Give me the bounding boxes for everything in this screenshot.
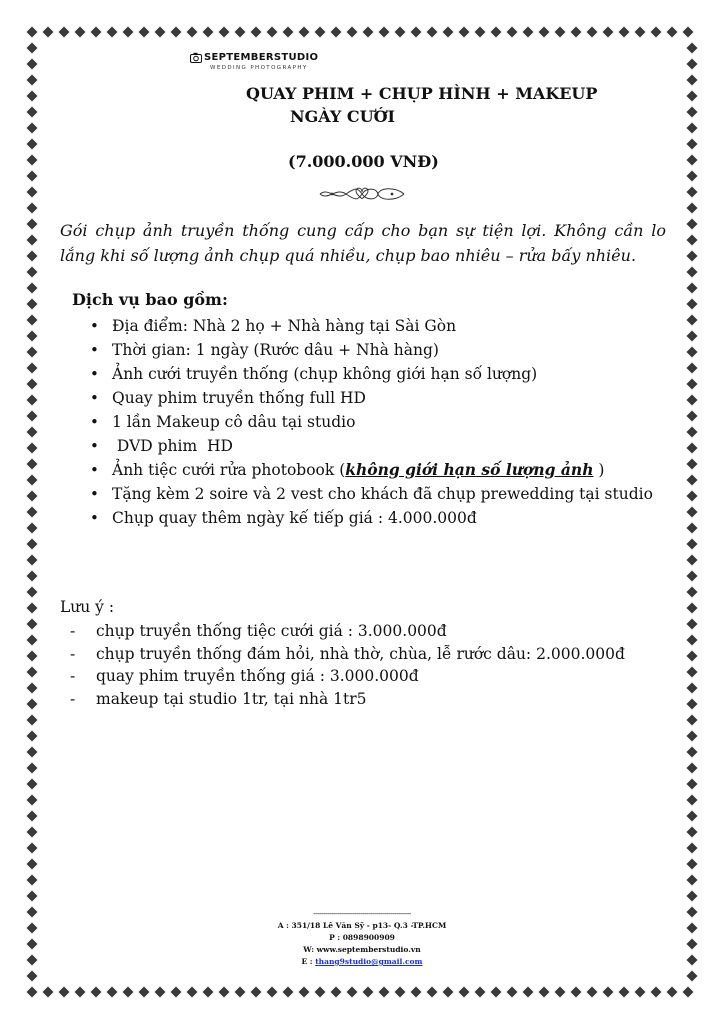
note-item: - makeup tại studio 1tr, tại nhà 1tr5 — [66, 688, 666, 711]
border-diamond — [75, 987, 86, 998]
border-diamond — [27, 907, 38, 918]
border-diamond — [523, 987, 534, 998]
border-diamond — [687, 651, 698, 662]
border-diamond — [27, 171, 38, 182]
border-diamond — [27, 507, 38, 518]
border-diamond — [27, 523, 38, 534]
services-heading: Dịch vụ bao gồm: — [72, 290, 228, 309]
border-diamond — [27, 731, 38, 742]
logo-subtitle: WEDDING PHOTOGRAPHY — [210, 65, 308, 71]
border-diamond — [687, 43, 698, 54]
border-diamond — [411, 27, 422, 38]
border-diamond — [687, 491, 698, 502]
note-item: - quay phim truyền thống giá : 3.000.000đ — [66, 665, 666, 688]
photobook-prefix: Ảnh tiệc cưới rửa photobook ( — [112, 461, 346, 479]
border-diamond — [687, 971, 698, 982]
package-price: (7.000.000 VNĐ) — [288, 152, 439, 171]
border-diamond — [27, 395, 38, 406]
border-diamond — [687, 747, 698, 758]
border-diamond — [27, 763, 38, 774]
border-diamond — [687, 331, 698, 342]
border-diamond — [27, 875, 38, 886]
border-diamond — [27, 603, 38, 614]
border-diamond — [619, 987, 630, 998]
border-diamond — [443, 27, 454, 38]
border-diamond — [27, 923, 38, 934]
ornament-divider-icon — [318, 185, 406, 203]
border-diamond — [27, 315, 38, 326]
border-diamond — [379, 27, 390, 38]
border-diamond — [59, 27, 70, 38]
border-diamond — [667, 987, 678, 998]
border-diamond — [251, 987, 262, 998]
border-diamond — [27, 891, 38, 902]
border-diamond — [687, 923, 698, 934]
border-diamond — [379, 987, 390, 998]
border-diamond — [363, 987, 374, 998]
border-diamond — [687, 843, 698, 854]
border-diamond — [687, 619, 698, 630]
border-diamond — [27, 91, 38, 102]
border-diamond — [27, 619, 38, 630]
border-diamond — [27, 747, 38, 758]
border-diamond — [603, 27, 614, 38]
list-item: • 1 lần Makeup cô dâu tại studio — [88, 410, 666, 434]
border-diamond — [687, 315, 698, 326]
border-diamond — [459, 27, 470, 38]
border-diamond — [687, 891, 698, 902]
border-diamond — [687, 171, 698, 182]
border-diamond — [315, 987, 326, 998]
border-diamond — [235, 987, 246, 998]
list-item: • Quay phim truyền thống full HD — [88, 386, 666, 410]
border-diamond — [299, 27, 310, 38]
border-diamond — [555, 27, 566, 38]
border-diamond — [27, 267, 38, 278]
border-diamond — [27, 683, 38, 694]
border-diamond — [27, 203, 38, 214]
border-diamond — [139, 987, 150, 998]
border-diamond — [683, 987, 694, 998]
border-diamond — [91, 27, 102, 38]
list-item: • Địa điểm: Nhà 2 họ + Nhà hàng tại Sài Gòn — [88, 314, 666, 338]
border-diamond — [43, 987, 54, 998]
border-diamond — [27, 459, 38, 470]
border-diamond — [687, 203, 698, 214]
notes-list — [66, 620, 666, 710]
border-diamond — [27, 859, 38, 870]
border-diamond — [27, 795, 38, 806]
border-diamond — [123, 27, 134, 38]
notes-heading: Lưu ý : — [60, 598, 115, 616]
border-diamond — [687, 219, 698, 230]
border-diamond — [27, 811, 38, 822]
border-diamond — [27, 59, 38, 70]
border-diamond — [687, 347, 698, 358]
border-diamond — [75, 27, 86, 38]
border-diamond — [27, 779, 38, 790]
page-title-line1: QUAY PHIM + CHỤP HÌNH + MAKEUP — [246, 84, 598, 103]
border-diamond — [27, 107, 38, 118]
border-diamond — [603, 987, 614, 998]
border-diamond — [27, 347, 38, 358]
border-diamond — [155, 27, 166, 38]
border-diamond — [27, 411, 38, 422]
border-diamond — [571, 27, 582, 38]
border-diamond — [687, 699, 698, 710]
border-diamond — [27, 651, 38, 662]
border-diamond — [123, 987, 134, 998]
border-diamond — [475, 987, 486, 998]
border-diamond — [651, 987, 662, 998]
border-diamond — [687, 827, 698, 838]
border-diamond — [27, 491, 38, 502]
border-diamond — [687, 507, 698, 518]
note-item: - chụp truyền thống tiệc cưới giá : 3.000.000đ — [66, 620, 666, 643]
border-diamond — [27, 251, 38, 262]
border-diamond — [171, 987, 182, 998]
border-diamond — [315, 27, 326, 38]
border-diamond — [687, 459, 698, 470]
border-diamond — [27, 235, 38, 246]
border-diamond — [507, 987, 518, 998]
footer-website: W: www.septemberstudio.vn — [303, 945, 421, 954]
contact-footer — [262, 908, 462, 968]
border-diamond — [251, 27, 262, 38]
border-diamond — [91, 987, 102, 998]
border-diamond — [27, 363, 38, 374]
border-diamond — [427, 27, 438, 38]
border-diamond — [27, 187, 38, 198]
border-diamond — [687, 875, 698, 886]
border-diamond — [687, 779, 698, 790]
border-diamond — [331, 27, 342, 38]
list-item: • Ảnh cưới truyền thống (chụp không giới hạn số lượng) — [88, 362, 666, 386]
border-diamond — [27, 827, 38, 838]
border-diamond — [27, 667, 38, 678]
border-diamond — [539, 27, 550, 38]
border-diamond — [687, 539, 698, 550]
border-diamond — [635, 987, 646, 998]
border-diamond — [687, 363, 698, 374]
list-item: • Chụp quay thêm ngày kế tiếp giá : 4.000.000đ — [88, 506, 666, 530]
footer-address: A : 351/18 Lê Văn Sỹ - p13- Q.3 -TP.HCM — [277, 921, 447, 930]
border-diamond — [687, 811, 698, 822]
border-diamond — [587, 987, 598, 998]
studio-logo — [190, 50, 322, 74]
intro-paragraph: Gói chụp ảnh truyền thống cung cấp cho bạn sự tiện lợi. Không cần lo lắng khi số lượng ảnh chụp quá nhiều, chụp bao nhiêu – rửa bấy nhiêu. — [60, 221, 666, 265]
list-item: • Thời gian: 1 ngày (Rước dâu + Nhà hàng) — [88, 338, 666, 362]
border-diamond — [587, 27, 598, 38]
page-title-line2: NGÀY CƯỚI — [290, 107, 396, 126]
border-diamond — [43, 27, 54, 38]
border-diamond — [539, 987, 550, 998]
border-diamond — [187, 987, 198, 998]
border-diamond — [687, 635, 698, 646]
border-diamond — [687, 571, 698, 582]
border-diamond — [687, 587, 698, 598]
border-diamond — [687, 75, 698, 86]
border-diamond — [687, 411, 698, 422]
border-diamond — [299, 987, 310, 998]
border-diamond — [687, 795, 698, 806]
border-diamond — [687, 251, 698, 262]
border-diamond — [27, 539, 38, 550]
border-diamond — [687, 731, 698, 742]
border-diamond — [687, 667, 698, 678]
footer-phone: P : 0898900909 — [329, 933, 395, 942]
border-diamond — [475, 27, 486, 38]
border-diamond — [427, 987, 438, 998]
border-diamond — [619, 27, 630, 38]
border-diamond — [27, 219, 38, 230]
border-diamond — [219, 27, 230, 38]
border-diamond — [267, 987, 278, 998]
border-diamond — [27, 635, 38, 646]
border-diamond — [687, 299, 698, 310]
camera-icon — [190, 52, 202, 64]
border-diamond — [27, 379, 38, 390]
footer-email-label: E : — [301, 957, 316, 966]
border-diamond — [27, 299, 38, 310]
footer-separator: ------------------------------------------------ — [313, 909, 411, 918]
border-diamond — [139, 27, 150, 38]
border-diamond — [107, 27, 118, 38]
border-diamond — [687, 59, 698, 70]
photobook-highlight: không giới hạn số lượng ảnh — [345, 460, 594, 479]
border-diamond — [267, 27, 278, 38]
border-diamond — [555, 987, 566, 998]
border-diamond — [363, 27, 374, 38]
border-diamond — [59, 987, 70, 998]
border-diamond — [27, 939, 38, 950]
border-diamond — [203, 987, 214, 998]
border-diamond — [395, 987, 406, 998]
border-diamond — [687, 859, 698, 870]
border-diamond — [27, 587, 38, 598]
border-diamond — [687, 907, 698, 918]
border-diamond — [687, 715, 698, 726]
border-diamond — [27, 443, 38, 454]
border-diamond — [683, 27, 694, 38]
border-diamond — [687, 763, 698, 774]
border-diamond — [283, 987, 294, 998]
border-diamond — [347, 27, 358, 38]
border-diamond — [27, 43, 38, 54]
border-diamond — [687, 187, 698, 198]
border-diamond — [687, 427, 698, 438]
border-diamond — [523, 27, 534, 38]
border-diamond — [687, 267, 698, 278]
border-diamond — [687, 683, 698, 694]
border-diamond — [107, 987, 118, 998]
border-diamond — [27, 427, 38, 438]
border-diamond — [27, 843, 38, 854]
border-diamond — [687, 555, 698, 566]
border-diamond — [27, 75, 38, 86]
border-diamond — [27, 715, 38, 726]
border-diamond — [27, 27, 38, 38]
footer-email-line — [262, 956, 462, 968]
border-diamond — [687, 443, 698, 454]
border-diamond — [203, 27, 214, 38]
border-diamond — [687, 139, 698, 150]
border-diamond — [27, 571, 38, 582]
border-diamond — [571, 987, 582, 998]
border-diamond — [219, 987, 230, 998]
border-diamond — [27, 155, 38, 166]
border-diamond — [687, 107, 698, 118]
border-diamond — [687, 523, 698, 534]
border-diamond — [687, 123, 698, 134]
border-diamond — [395, 27, 406, 38]
border-diamond — [27, 955, 38, 966]
list-item: • DVD phim HD — [88, 434, 666, 458]
border-diamond — [635, 27, 646, 38]
border-diamond — [27, 971, 38, 982]
border-diamond — [27, 699, 38, 710]
border-diamond — [331, 987, 342, 998]
border-diamond — [27, 555, 38, 566]
border-diamond — [171, 27, 182, 38]
border-diamond — [687, 235, 698, 246]
border-diamond — [651, 27, 662, 38]
border-diamond — [687, 283, 698, 294]
border-diamond — [687, 395, 698, 406]
services-list — [88, 314, 666, 530]
border-diamond — [235, 27, 246, 38]
border-diamond — [283, 27, 294, 38]
border-diamond — [27, 123, 38, 134]
border-diamond — [187, 27, 198, 38]
border-diamond — [27, 331, 38, 342]
border-diamond — [667, 27, 678, 38]
border-diamond — [687, 91, 698, 102]
border-diamond — [27, 475, 38, 486]
list-item: • Tặng kèm 2 soire và 2 vest cho khách đã chụp prewedding tại studio — [88, 482, 666, 506]
border-diamond — [347, 987, 358, 998]
border-diamond — [459, 987, 470, 998]
border-diamond — [411, 987, 422, 998]
border-diamond — [687, 475, 698, 486]
border-diamond — [27, 283, 38, 294]
note-item: - chụp truyền thống đám hỏi, nhà thờ, chùa, lễ rước dâu: 2.000.000đ — [66, 643, 666, 666]
border-diamond — [687, 155, 698, 166]
email-link[interactable]: thang9studio@gmail.com — [315, 957, 423, 966]
border-diamond — [687, 955, 698, 966]
border-diamond — [687, 379, 698, 390]
border-diamond — [155, 987, 166, 998]
border-diamond — [687, 939, 698, 950]
logo-brand: SEPTEMBERSTUDIO — [204, 52, 319, 63]
list-item-photobook — [88, 458, 666, 482]
border-diamond — [491, 27, 502, 38]
border-diamond — [687, 603, 698, 614]
border-diamond — [507, 27, 518, 38]
border-diamond — [491, 987, 502, 998]
photobook-suffix: ) — [593, 461, 605, 479]
border-diamond — [27, 139, 38, 150]
border-diamond — [27, 987, 38, 998]
border-diamond — [443, 987, 454, 998]
